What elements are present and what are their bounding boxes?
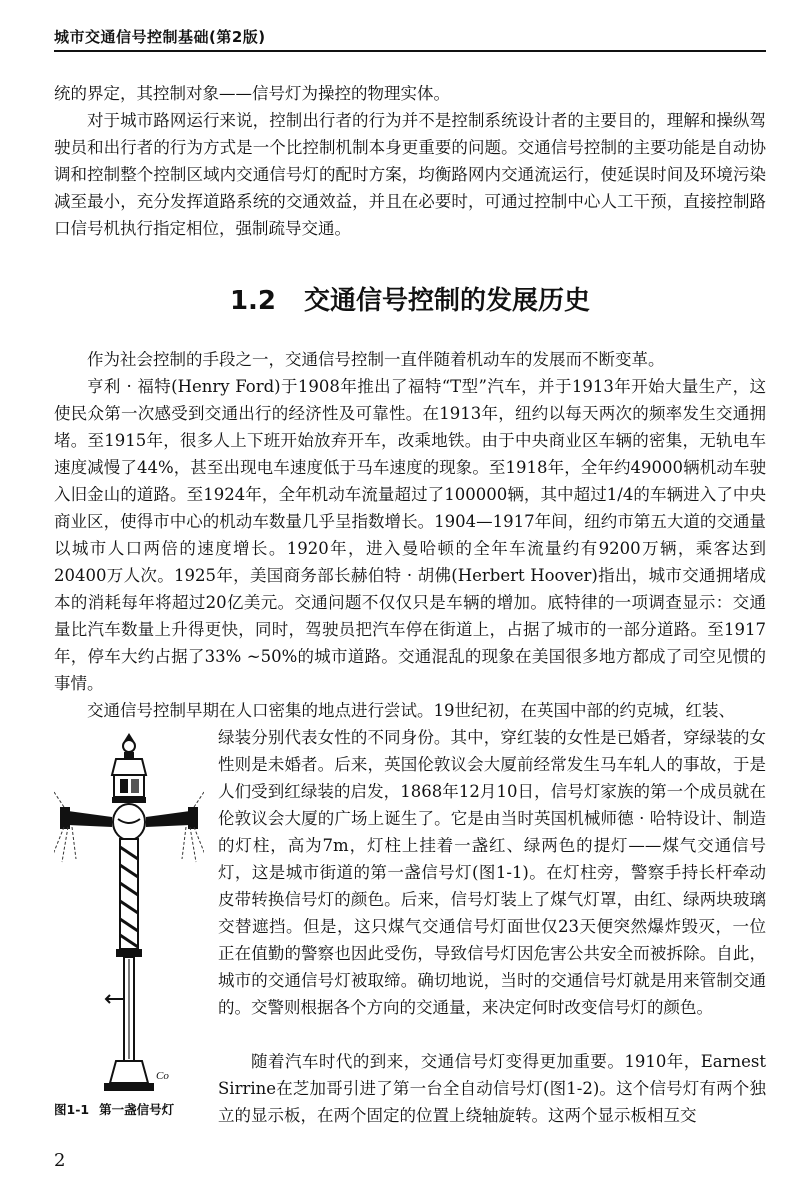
section-heading: [54, 280, 766, 317]
paragraph-intro-end: 统的界定，其控制对象——信号灯为操控的物理实体。: [54, 84, 450, 103]
figure-caption: [54, 1100, 174, 1118]
figure-caption-text: 第一盏信号灯: [99, 1102, 175, 1117]
gas-signal-lamp-icon: [54, 727, 204, 1097]
paragraph-lamp-history: 绿装分别代表女性的不同身份。其中，穿红装的女性是已婚者，穿绿装的女性则是未婚者。后来，英国伦敦议会大厦前经常发生马车轧人的事故，于是人们受到红绿装的启发，1868年12月10日，信号灯家族的第一个成员就在伦敦议会大厦的广场上诞生了。它是由当时英国机械师德 · 哈特设计、制造的灯柱，高为7m，灯柱上挂着一盏红、绿两色的提灯——煤气交通信号灯，这是城市街道的第一盏信号灯(图1-1)。在灯柱旁，警察手持长杆牵动皮带转换信号灯的颜色。后来，信号灯装上了煤气灯罩，由红、绿两块玻璃交替遮挡。但是，这只煤气交通信号灯面世仅23天便突然爆炸毁灭，一位正在值勤的警察也因此受伤，导致信号灯因危害公共安全而被拆除。自此，城市的交通信号灯被取缔。确切地说，当时的交通信号灯就是用来管制交通的。交警则根据各个方向的交通量，来决定何时改变信号灯的颜色。: [218, 728, 766, 1017]
running-header: [54, 24, 766, 52]
paragraph-history-intro: 作为社会控制的手段之一，交通信号控制一直伴随着机动车的发展而不断变革。: [87, 350, 665, 369]
paragraph-ford-history: 亨利 · 福特(Henry Ford)于1908年推出了福特“T型”汽车，并于1913年开始大量生产，这使民众第一次感受到交通出行的经济性及可靠性。在1913年，纽约以每天两次的频率发生交通拥堵。至1915年，很多人上下班开始放弃开车，改乘地铁。由于中央商业区车辆的密集，无轨电车速度减慢了44%，甚至出现电车速度低于马车速度的现象。至1918年，全年约49000辆机动车驶入旧金山的道路。至1924年，全年机动车流量超过了100000辆，其中超过1/4的车辆进入了中央商业区，使得市中心的机动车数量几乎呈指数增长。1904—1917年间，纽约市第五大道的交通量以城市人口两倍的速度增长。1920年，进入曼哈顿的全年车流量约有9200万辆，乘客达到20400万人次。1925年，美国商务部长赫伯特 · 胡佛(Herbert Hoover)指出，城市交通拥堵成本的消耗每年将超过20亿美元。交通问题不仅仅只是车辆的增加。底特律的一项调查显示：交通量比汽车数量上升得更快，同时，驾驶员把汽车停在街道上，占据了城市的一部分道路。至1917年，停车大约占据了33% ~50%的城市道路。交通混乱的现象在美国很多地方都成了司空见惯的事情。: [54, 377, 766, 693]
figure-label: 图1-1: [54, 1102, 90, 1117]
paragraph-control-purpose: 对于城市路网运行来说，控制出行者的行为并不是控制系统设计者的主要目的，理解和操纵驾驶员和出行者的行为方式是一个比控制机制本身更重要的问题。交通信号控制的主要功能是自动协调和控制整个控制区域内交通信号灯的配时方案，均衡路网内交通流运行，使延误时间及环境污染减至最小，充分发挥道路系统的交通效益，并且在必要时，可通过控制中心人工干预，直接控制路口信号机执行指定相位，强制疏导交通。: [54, 111, 766, 238]
svg-text:Co: Co: [156, 1070, 169, 1082]
book-title: 城市交通信号控制基础(第2版): [54, 28, 266, 46]
page-number: 2: [54, 1150, 66, 1171]
paragraph-automatic-signal: 随着汽车时代的到来，交通信号灯变得更加重要。1910年，Earnest Sirrine在芝加哥引进了第一台全自动信号灯(图1-2)。这个信号灯有两个独立的显示板，在两个固定的位置上绕轴旋转。这两个显示板相互交: [218, 1052, 766, 1125]
figure-1-1: [54, 727, 204, 1097]
paragraph-early-control: 交通信号控制早期在人口密集的地点进行尝试。19世纪初，在英国中部的约克城，红装、: [87, 701, 735, 720]
section-title: 交通信号控制的发展历史: [304, 286, 591, 316]
section-number: 1.2: [229, 286, 277, 316]
